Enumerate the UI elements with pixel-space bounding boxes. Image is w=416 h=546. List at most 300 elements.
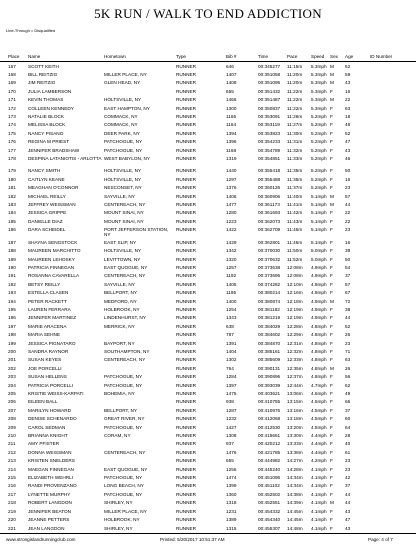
cell-sex: F bbox=[330, 273, 333, 279]
cell-place: 191 bbox=[8, 273, 16, 279]
cell-speed: 4.8mph bbox=[311, 348, 327, 354]
cell-speed: 4.8mph bbox=[311, 340, 327, 346]
cell-age: 44 bbox=[345, 491, 351, 497]
cell-speed: 4.1mph bbox=[311, 491, 327, 497]
cell-sex: F bbox=[330, 357, 333, 363]
cell-type: RUNNER bbox=[176, 348, 197, 354]
cell-speed: 4.9mph bbox=[311, 298, 327, 304]
cell-pace: 11:22m bbox=[287, 105, 303, 111]
cell-time: 00:451102 bbox=[258, 483, 280, 489]
cell-hometown: PORT JEFFERSON STATION, NY bbox=[104, 227, 169, 238]
cell-sex: M bbox=[330, 365, 334, 371]
cell-type: RUNNER bbox=[176, 210, 197, 216]
cell-bib: 1475 bbox=[226, 391, 237, 396]
table-row bbox=[0, 390, 416, 398]
cell-sex: F bbox=[330, 483, 333, 489]
cell-time: 00:412530 bbox=[258, 424, 281, 430]
cell-bib: 1404 bbox=[226, 348, 237, 354]
disqualified-legend: Line-Through = Disqualified bbox=[6, 28, 56, 33]
cell-place: 212 bbox=[8, 449, 16, 455]
cell-sex: F bbox=[330, 391, 333, 396]
cell-type: RUNNER bbox=[176, 458, 197, 464]
cell-place: 189 bbox=[8, 256, 16, 262]
cell-age: 52 bbox=[345, 63, 351, 69]
cell-time: 00:351432 bbox=[258, 88, 281, 94]
cell-age: 46 bbox=[345, 156, 351, 162]
cell-speed: 5.3mph bbox=[311, 63, 327, 69]
cell-type: RUNNER bbox=[176, 218, 197, 224]
cell-name: EILEEN BALL bbox=[28, 399, 58, 405]
cell-time: 00:410755 bbox=[258, 399, 281, 405]
cell-speed: 5.2mph bbox=[311, 139, 327, 145]
cell-pace: 14:45m bbox=[287, 517, 303, 523]
cell-age: 37 bbox=[345, 273, 351, 279]
cell-sex: F bbox=[330, 168, 333, 174]
cell-speed: 4.9mph bbox=[311, 281, 327, 287]
cell-sex: M bbox=[330, 72, 334, 77]
cell-name: BETSY REILLY bbox=[28, 281, 61, 287]
cell-sex: F bbox=[330, 348, 333, 354]
cell-hometown: COMMACK, NY bbox=[104, 114, 138, 120]
cell-place: 207 bbox=[8, 407, 16, 413]
cell-time: 00:452551 bbox=[258, 500, 281, 506]
cell-pace: 12:31m bbox=[287, 340, 303, 346]
cell-bib: 1192 bbox=[226, 273, 237, 279]
cell-sex: F bbox=[330, 290, 333, 296]
cell-age: 23 bbox=[345, 185, 351, 191]
cell-type: RUNNER bbox=[176, 483, 197, 489]
cell-sex: F bbox=[330, 491, 333, 497]
cell-time: 00:454332 bbox=[258, 508, 281, 514]
cell-sex: F bbox=[330, 130, 333, 136]
cell-name: DANIELLE DIAZ bbox=[28, 218, 63, 224]
cell-age: 43 bbox=[345, 508, 351, 514]
cell-bib: 1168 bbox=[226, 147, 237, 153]
cell-speed: 4.1mph bbox=[311, 466, 327, 472]
cell-name: CAITLYN KEANE bbox=[28, 176, 65, 182]
cell-bib: 938 bbox=[226, 399, 234, 405]
cell-place: 215 bbox=[8, 475, 16, 481]
cell-name: COLLEEN KENNEDY bbox=[28, 105, 74, 111]
cell-pace: 11:22m bbox=[287, 97, 303, 103]
cell-speed: 4.5mph bbox=[311, 407, 327, 413]
cell-pace: 12:33m bbox=[287, 357, 303, 363]
cell-hometown: LINDENHURST, NY bbox=[104, 315, 146, 321]
cell-hometown: LONG BEACH, NY bbox=[104, 483, 144, 489]
cell-age: 71 bbox=[345, 348, 351, 354]
table-row bbox=[0, 256, 416, 264]
cell-speed: 5.3mph bbox=[311, 72, 327, 77]
cell-sex: F bbox=[330, 475, 333, 481]
cell-name: JENNIFER MARTINEZ bbox=[28, 315, 77, 321]
cell-bib: 1466 bbox=[226, 97, 237, 103]
cell-time: 00:360126 bbox=[258, 185, 281, 191]
cell-name: JEAN LANGDON bbox=[28, 525, 65, 531]
col-header-type: Type bbox=[176, 54, 186, 59]
col-header-age: Age bbox=[345, 54, 354, 59]
cell-type: RUNNER bbox=[176, 176, 197, 182]
cell-speed: 4.8mph bbox=[311, 357, 327, 363]
table-row bbox=[0, 168, 416, 176]
cell-type: RUNNER bbox=[176, 281, 197, 287]
table-row bbox=[0, 97, 416, 105]
footer-printed-date: Printed: 5/20/2017 10:51:37 AM bbox=[160, 537, 225, 542]
cell-speed: 4.8mph bbox=[311, 365, 327, 371]
cell-age: 50 bbox=[345, 256, 351, 262]
cell-place: 175 bbox=[8, 130, 16, 136]
cell-name: DESPINA LATANIOTIS - ARLOTTA bbox=[28, 156, 102, 162]
table-row bbox=[0, 63, 416, 71]
cell-place: 220 bbox=[8, 517, 16, 523]
cell-pace: 11:42m bbox=[287, 210, 303, 216]
cell-pace: 11:50m bbox=[287, 248, 303, 254]
cell-time: 00:420212 bbox=[258, 441, 281, 447]
cell-pace: 12:29m bbox=[287, 332, 303, 338]
cell-type: RUNNER bbox=[176, 193, 197, 199]
table-row bbox=[0, 508, 416, 516]
cell-type: RUNNER bbox=[176, 97, 197, 103]
cell-bib: 1195 bbox=[226, 290, 237, 296]
cell-age: 50 bbox=[345, 168, 351, 174]
cell-name: JEANNE PETTERS bbox=[28, 517, 70, 523]
cell-hometown: MERRICK, NY bbox=[104, 323, 135, 329]
table-row bbox=[0, 264, 416, 272]
cell-age: 47 bbox=[345, 517, 351, 523]
cell-hometown: CENTEREACH, NY bbox=[104, 273, 146, 279]
table-row bbox=[0, 281, 416, 289]
cell-sex: F bbox=[330, 323, 333, 329]
cell-hometown: EAST SLIP, NY bbox=[104, 239, 137, 245]
cell-pace: 12:08m bbox=[287, 264, 303, 270]
cell-bib: 1342 bbox=[226, 248, 237, 254]
cell-pace: 12:16m bbox=[287, 290, 303, 296]
cell-age: 43 bbox=[345, 80, 351, 86]
cell-place: 194 bbox=[8, 298, 16, 304]
cell-sex: F bbox=[330, 105, 333, 111]
cell-hometown: CORAM, NY bbox=[104, 433, 131, 439]
cell-age: 72 bbox=[345, 298, 351, 304]
cell-place: 196 bbox=[8, 315, 16, 321]
cell-speed: 5.1mph bbox=[311, 210, 327, 216]
cell-hometown: BOHEMIA, NY bbox=[104, 391, 135, 396]
cell-bib: 1429 bbox=[226, 239, 237, 245]
cell-bib: 1394 bbox=[226, 130, 237, 136]
cell-place: 180 bbox=[8, 176, 16, 182]
cell-sex: F bbox=[330, 218, 333, 224]
cell-sex: F bbox=[330, 122, 333, 128]
cell-time: 00:421785 bbox=[258, 449, 281, 455]
cell-sex: F bbox=[330, 458, 333, 464]
cell-place: 203 bbox=[8, 374, 16, 380]
cell-sex: F bbox=[330, 256, 333, 262]
cell-name: ROSANNA CAVARELLA bbox=[28, 273, 80, 279]
cell-name: DARA SCHEIDEL bbox=[28, 227, 66, 233]
cell-time: 00:390896 bbox=[258, 374, 281, 380]
cell-type: RUNNER bbox=[176, 168, 197, 174]
cell-time: 00:454340 bbox=[258, 517, 281, 523]
cell-pace: 11:37m bbox=[287, 185, 303, 191]
cell-pace: 12:08m bbox=[287, 273, 303, 279]
cell-time: 00:444982 bbox=[258, 458, 281, 464]
cell-place: 217 bbox=[8, 491, 16, 497]
cell-hometown: BAYPORT, NY bbox=[104, 340, 135, 346]
cell-name: SHAYNA SENGSTOCK bbox=[28, 239, 78, 245]
cell-hometown: PATCHOGUE, NY bbox=[104, 147, 143, 153]
cell-type: RUNNER bbox=[176, 122, 197, 128]
cell-speed: 5.2mph bbox=[311, 176, 327, 182]
cell-place: 170 bbox=[8, 88, 16, 94]
table-row bbox=[0, 80, 416, 88]
cell-type: RUNNER bbox=[176, 298, 197, 304]
cell-speed: 4.5mph bbox=[311, 424, 327, 430]
cell-place: 204 bbox=[8, 382, 16, 388]
cell-bib: 1474 bbox=[226, 475, 237, 481]
cell-sex: F bbox=[330, 399, 333, 405]
cell-bib: 1427 bbox=[226, 424, 237, 430]
table-row bbox=[0, 416, 416, 424]
cell-speed: 5.3mph bbox=[311, 97, 327, 103]
cell-place: 187 bbox=[8, 239, 16, 245]
cell-age: 23 bbox=[345, 340, 351, 346]
cell-speed: 5.2mph bbox=[311, 122, 327, 128]
cell-sex: F bbox=[330, 407, 333, 413]
cell-age: 37 bbox=[345, 483, 351, 489]
cell-time: 00:351058 bbox=[258, 72, 281, 77]
cell-speed: 4.9mph bbox=[311, 315, 327, 321]
cell-bib: 937 bbox=[226, 441, 234, 447]
table-row bbox=[0, 466, 416, 474]
cell-name: BILL REITZIG bbox=[28, 72, 58, 77]
cell-place: 173 bbox=[8, 114, 16, 120]
cell-place: 221 bbox=[8, 525, 16, 531]
cell-hometown: MOUNT SINAI, NY bbox=[104, 218, 144, 224]
table-row bbox=[0, 340, 416, 348]
cell-speed: 4.9mph bbox=[311, 290, 327, 296]
cell-speed: 4.1mph bbox=[311, 517, 327, 523]
cell-pace: 14:34m bbox=[287, 483, 303, 489]
cell-speed: 5.0mph bbox=[311, 256, 327, 262]
col-header-bib: Bib # bbox=[226, 54, 237, 59]
table-row bbox=[0, 176, 416, 184]
cell-speed: 4.8mph bbox=[311, 323, 327, 329]
cell-type: RUNNER bbox=[176, 525, 197, 531]
cell-age: 43 bbox=[345, 525, 351, 531]
cell-bib: 1397 bbox=[226, 382, 237, 388]
cell-sex: F bbox=[330, 264, 333, 270]
cell-type: RUNNER bbox=[176, 407, 197, 413]
cell-place: 218 bbox=[8, 500, 16, 506]
table-row bbox=[0, 201, 416, 209]
cell-age: 67 bbox=[345, 290, 351, 296]
table-row bbox=[0, 474, 416, 482]
cell-name: KEVIN THOMAS bbox=[28, 97, 64, 103]
footer-page-number: Page: 4 of 7 bbox=[368, 537, 393, 542]
results-table bbox=[0, 63, 416, 533]
cell-hometown: COMMACK, NY bbox=[104, 122, 138, 128]
cell-speed: 5.1mph bbox=[311, 239, 327, 245]
cell-place: 186 bbox=[8, 227, 16, 233]
cell-type: RUNNER bbox=[176, 416, 197, 422]
cell-time: 00:354233 bbox=[258, 139, 281, 145]
cell-pace: 12:19m bbox=[287, 306, 303, 312]
cell-speed: 4.2mph bbox=[311, 458, 327, 464]
footer-website-link[interactable]: www.strongislandrunningclub.com bbox=[6, 537, 76, 542]
cell-hometown: PATCHOGUE, NY bbox=[104, 491, 143, 497]
cell-speed: 5.1mph bbox=[311, 193, 327, 199]
cell-time: 00:403621 bbox=[258, 391, 281, 396]
cell-pace: 13:15m bbox=[287, 399, 303, 405]
cell-hometown: HOLTSVILLE, NY bbox=[104, 248, 142, 254]
cell-place: 199 bbox=[8, 340, 16, 346]
cell-bib: 1257 bbox=[226, 264, 237, 270]
cell-name: DENISE SCHENARDO bbox=[28, 416, 77, 422]
table-row bbox=[0, 424, 416, 432]
cell-bib: 1477 bbox=[226, 202, 237, 208]
cell-name: JOE PORCELLI bbox=[28, 365, 62, 371]
cell-speed: 5.3mph bbox=[311, 80, 327, 86]
cell-age: 46 bbox=[345, 122, 351, 128]
cell-hometown: GLEN HEAD, NY bbox=[104, 80, 141, 86]
cell-time: 00:445240 bbox=[258, 466, 281, 472]
table-row bbox=[0, 407, 416, 415]
cell-place: 174 bbox=[8, 122, 16, 128]
cell-place: 192 bbox=[8, 281, 16, 287]
col-header-time: Time bbox=[258, 54, 269, 59]
cell-pace: 11:27m bbox=[287, 122, 303, 128]
cell-speed: 5.1mph bbox=[311, 227, 327, 233]
cell-type: RUNNER bbox=[176, 500, 197, 506]
cell-sex: F bbox=[330, 88, 333, 94]
cell-place: 188 bbox=[8, 248, 16, 254]
cell-sex: F bbox=[330, 114, 333, 120]
cell-time: 00:384870 bbox=[258, 340, 281, 346]
cell-sex: M bbox=[330, 63, 334, 69]
cell-pace: 11:45m bbox=[287, 227, 303, 233]
cell-type: RUNNER bbox=[176, 332, 197, 338]
cell-bib: 1408 bbox=[226, 80, 237, 86]
cell-pace: 12:32m bbox=[287, 348, 303, 354]
cell-age: 44 bbox=[345, 202, 351, 208]
cell-name: SCOTT KEITH bbox=[28, 63, 59, 69]
cell-place: 209 bbox=[8, 424, 16, 430]
cell-speed: 4.8mph bbox=[311, 332, 327, 338]
cell-pace: 14:27m bbox=[287, 458, 303, 464]
cell-bib: 1318 bbox=[226, 500, 237, 506]
cell-bib: 1308 bbox=[226, 433, 237, 439]
cell-bib: 1396 bbox=[226, 139, 237, 145]
table-row bbox=[0, 323, 416, 331]
cell-time: 00:384029 bbox=[258, 323, 281, 329]
cell-age: 54 bbox=[345, 264, 351, 270]
table-row bbox=[0, 210, 416, 218]
cell-time: 00:412068 bbox=[258, 416, 281, 422]
cell-pace: 14:39m bbox=[287, 500, 303, 506]
cell-name: LYNETTE MURPHY bbox=[28, 491, 71, 497]
cell-name: RANDI PROVENZANO bbox=[28, 483, 77, 489]
cell-age: 43 bbox=[345, 147, 351, 153]
cell-bib: 1284 bbox=[226, 374, 237, 380]
cell-pace: 13:30m bbox=[287, 433, 303, 439]
table-row bbox=[0, 147, 416, 155]
cell-pace: 14:48m bbox=[287, 525, 303, 531]
cell-bib: 1280 bbox=[226, 210, 237, 216]
cell-sex: F bbox=[330, 185, 333, 191]
cell-time: 00:351095 bbox=[258, 80, 281, 86]
col-header-id-number: ID Number bbox=[370, 54, 393, 59]
cell-name: ELIZABETH WEHRLI bbox=[28, 475, 74, 481]
cell-name: MELISSA BLOCK bbox=[28, 122, 66, 128]
cell-pace: 12:28m bbox=[287, 323, 303, 329]
table-row bbox=[0, 517, 416, 525]
cell-sex: M bbox=[330, 97, 334, 103]
cell-type: RUNNER bbox=[176, 80, 197, 86]
cell-name: AMY PFISTER bbox=[28, 441, 60, 447]
cell-bib: 764 bbox=[226, 365, 234, 371]
cell-sex: F bbox=[330, 306, 333, 312]
table-row bbox=[0, 332, 416, 340]
cell-place: 193 bbox=[8, 290, 16, 296]
cell-bib: 1231 bbox=[226, 508, 237, 514]
cell-sex: F bbox=[330, 248, 333, 254]
cell-time: 00:451096 bbox=[258, 475, 281, 481]
cell-hometown: BELLPORT, NY bbox=[104, 407, 137, 413]
cell-time: 00:355418 bbox=[258, 168, 281, 174]
cell-sex: F bbox=[330, 239, 333, 245]
cell-bib: 1406 bbox=[226, 193, 237, 199]
cell-sex: F bbox=[330, 525, 333, 531]
cell-type: RUNNER bbox=[176, 466, 197, 472]
col-header-pace: Pace bbox=[287, 54, 298, 59]
cell-hometown: MEDFORD, NY bbox=[104, 298, 137, 304]
cell-pace: 11:30m bbox=[287, 130, 303, 136]
cell-type: RUNNER bbox=[176, 72, 197, 77]
cell-sex: F bbox=[330, 374, 333, 380]
cell-type: RUNNER bbox=[176, 441, 197, 447]
cell-time: 00:393039 bbox=[258, 382, 281, 388]
table-row bbox=[0, 71, 416, 79]
cell-pace: 12:37m bbox=[287, 374, 303, 380]
cell-age: 38 bbox=[345, 306, 351, 312]
cell-hometown: HOLBROOK, NY bbox=[104, 306, 140, 312]
table-row bbox=[0, 500, 416, 508]
cell-bib: 1376 bbox=[226, 185, 237, 191]
cell-hometown: SOUTHAMPTON, NY bbox=[104, 348, 150, 354]
page-footer bbox=[0, 533, 416, 544]
cell-age: 44 bbox=[345, 500, 351, 506]
cell-age: 23 bbox=[345, 466, 351, 472]
cell-name: JIM REITZIG bbox=[28, 80, 56, 86]
cell-type: RUNNER bbox=[176, 239, 197, 245]
table-row bbox=[0, 273, 416, 281]
table-row bbox=[0, 432, 416, 440]
cell-speed: 5.2mph bbox=[311, 185, 327, 191]
cell-age: 64 bbox=[345, 424, 351, 430]
table-row bbox=[0, 130, 416, 138]
cell-pace: 12:18m bbox=[287, 298, 303, 304]
table-row bbox=[0, 248, 416, 256]
table-row bbox=[0, 88, 416, 96]
cell-time: 00:353823 bbox=[258, 130, 281, 136]
table-row bbox=[0, 193, 416, 201]
cell-hometown: MILLER PLACE, NY bbox=[104, 508, 147, 514]
cell-sex: F bbox=[330, 176, 333, 182]
cell-time: 00:353119 bbox=[258, 122, 280, 128]
cell-place: 172 bbox=[8, 105, 16, 111]
cell-name: NATALIE BLOCK bbox=[28, 114, 65, 120]
cell-pace: 11:22m bbox=[287, 88, 303, 94]
cell-bib: 1399 bbox=[226, 483, 237, 489]
cell-type: RUNNER bbox=[176, 449, 197, 455]
